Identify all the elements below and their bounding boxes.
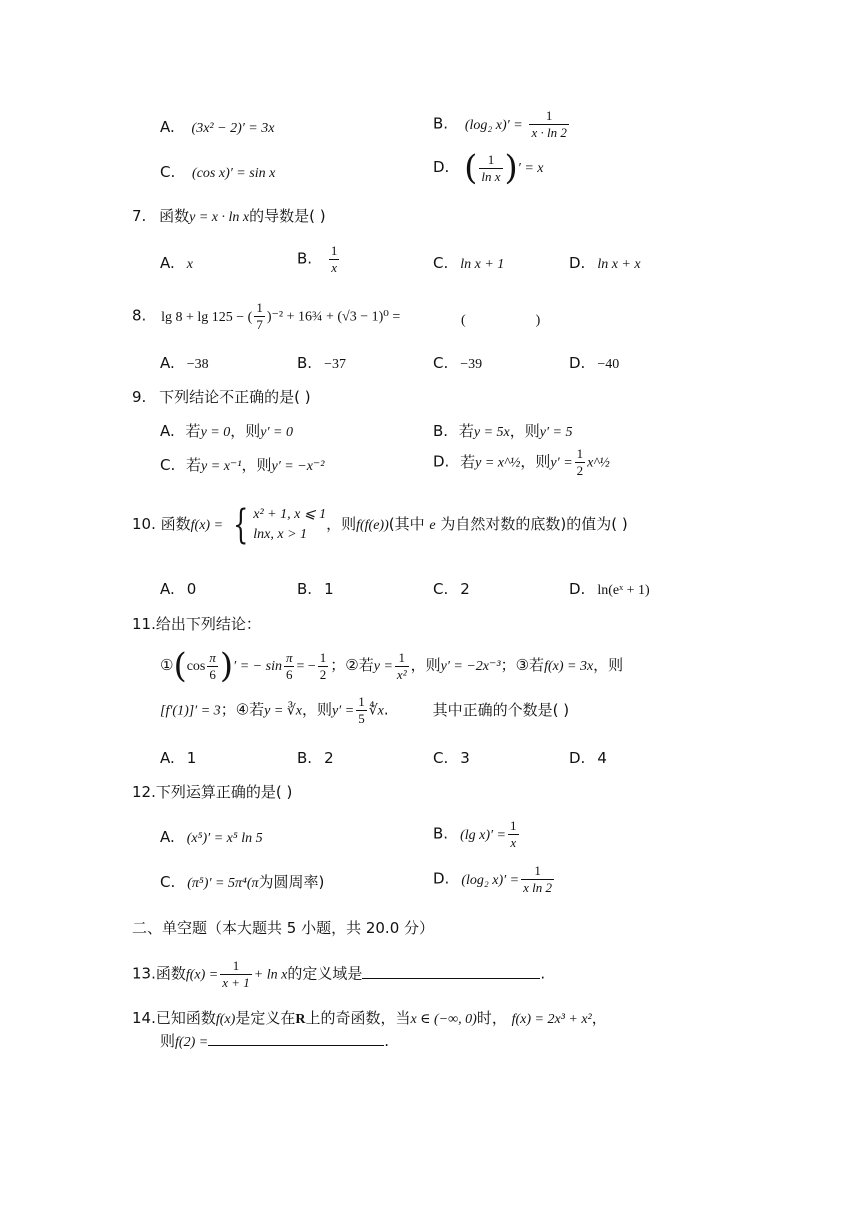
q7-option-b: B. $\frac{1}{x}$ bbox=[297, 243, 338, 275]
question-14-line-2: 则f(2) = . bbox=[160, 1032, 389, 1050]
math-expression: (cos x)′ = sin x bbox=[192, 166, 276, 181]
piecewise-cases: x² + 1, x ⩽ 1 lnx, x > 1 bbox=[253, 507, 327, 542]
math-expression: lg 8 + lg 125 − ( bbox=[161, 309, 253, 325]
question-12: 12.下列运算正确的是( ) bbox=[132, 783, 293, 801]
question-number: 7. bbox=[132, 207, 147, 225]
q9-option-a: A. 若y = 0，则y′ = 0 bbox=[160, 422, 293, 440]
q9-option-d: D. 若y = x^½，则y′ = $\frac{1}{2}$ x^½ bbox=[433, 446, 610, 478]
q12-option-d: D. (log₂ x)′ = $\frac{1}{\text{x ln 2}}$ bbox=[433, 863, 553, 895]
fraction: $\frac{1}{x \cdot \ln 2}$ bbox=[531, 108, 567, 140]
fraction: $\frac{1}{7}$ bbox=[256, 300, 263, 332]
q11-option-a: A. 1 bbox=[160, 749, 197, 767]
answer-blank[interactable] bbox=[208, 1031, 384, 1046]
section-title: 二、单空题（本大题共 5 小题，共 20.0 分） bbox=[132, 919, 435, 937]
q9-option-b: B. 若y = 5x，则y′ = 5 bbox=[433, 422, 573, 440]
q8-option-a: A. −38 bbox=[160, 354, 209, 372]
q11-line-1: ①(cos $\frac{\pi}{6}$ )′ = − sin $\frac{\pi}{6}$ = − $\frac{1}{2}$ ；②若y = $\frac{1}{\text{x²}}$ ，则y′ = −2x⁻³；③若f(x) = 3x，则 bbox=[160, 646, 624, 686]
question-number: 8. bbox=[132, 306, 147, 325]
q11-line-2: [f′(1)]′ = 3；④若y = ∛x，则y′ = $\frac{1}{5}$ ∜x. 其中正确的个数是( ) bbox=[160, 694, 570, 726]
option-label: C. bbox=[160, 163, 176, 181]
fraction: $\frac{1}{2}$ bbox=[576, 446, 584, 478]
q7-option-c: C. ln x + 1 bbox=[433, 254, 505, 272]
q10-option-d: D. ln(eˣ + 1) bbox=[569, 580, 650, 598]
fraction: $\frac{1}{\text{ln x}}$ bbox=[481, 151, 501, 184]
question-14: 14.已知函数f(x)是定义在R上的奇函数，当x ∈ (−∞, 0)时， f(x) = 2x³ + x²， bbox=[132, 1009, 607, 1027]
math-expression: y = x · ln x bbox=[189, 210, 250, 225]
q11-option-c: C. 3 bbox=[433, 749, 470, 767]
question-number: 13. bbox=[132, 964, 156, 983]
q6-option-d: D. ( $\frac{1}{\text{ln x}}$ )′ = x bbox=[433, 148, 544, 188]
question-10: 10. 函数f(x) = { x² + 1, x ⩽ 1 lnx, x > 1 ，则f(f(e))(其中 e 为自然对数的底数)的值为( ) bbox=[132, 502, 628, 548]
q9-option-c: C. 若y = x⁻¹，则y′ = −x⁻² bbox=[160, 456, 325, 474]
math-expression: (log₂ x)′ = bbox=[464, 117, 523, 133]
q7-option-d: D. ln x + x bbox=[569, 254, 641, 272]
q11-option-b: B. 2 bbox=[297, 749, 334, 767]
brace-icon: { bbox=[232, 502, 249, 548]
question-11: 11.给出下列结论： bbox=[132, 615, 261, 633]
answer-blank[interactable] bbox=[362, 964, 540, 979]
question-7: 7. 函数y = x · ln x的导数是( ) bbox=[132, 207, 326, 225]
q11-option-d: D. 4 bbox=[569, 749, 607, 767]
answer-paren: ( ) bbox=[461, 313, 541, 328]
q12-option-b: B. (lg x)′ = $\frac{1}{x}$ bbox=[433, 818, 517, 850]
q8-option-c: C. −39 bbox=[433, 354, 483, 372]
q12-option-c: C. (π⁵)′ = 5π⁴(π为圆周率) bbox=[160, 873, 325, 891]
option-label: D. bbox=[433, 158, 450, 176]
question-number: 14. bbox=[132, 1009, 156, 1027]
q10-option-b: B. 1 bbox=[297, 580, 334, 598]
q12-option-a: A. (x⁵)′ = x⁵ ln 5 bbox=[160, 828, 263, 846]
q6-option-c bbox=[160, 162, 275, 184]
question-13: 13.函数f(x) = $\frac{1}{x + 1}$ + ln x的定义域是 . bbox=[132, 958, 546, 990]
q6-option-b bbox=[433, 108, 571, 141]
q8-option-b: B. −37 bbox=[297, 354, 346, 372]
q10-option-c: C. 2 bbox=[433, 580, 470, 598]
q10-option-a: A. 0 bbox=[160, 580, 197, 598]
q6-option-a bbox=[160, 117, 274, 139]
q8-option-d: D. −40 bbox=[569, 354, 620, 372]
question-9: 9. 下列结论不正确的是( ) bbox=[132, 388, 311, 406]
q7-option-a: A. x bbox=[160, 254, 193, 272]
math-expression: ′ = x bbox=[517, 161, 544, 176]
question-number: 11. bbox=[132, 615, 156, 633]
fraction: $\frac{1}{x}$ bbox=[330, 243, 338, 275]
question-number: 10. bbox=[132, 515, 156, 533]
question-8: 8. lg 8 + lg 125 − ( $\frac{1}{7}$ )⁻² + 16¾ + (√3 − 1)⁰ = bbox=[132, 300, 401, 332]
option-label: B. bbox=[433, 114, 449, 133]
option-label: A. bbox=[160, 118, 175, 136]
question-number: 9. bbox=[132, 388, 147, 406]
math-expression: (3x² − 2)′ = 3x bbox=[191, 121, 275, 136]
question-number: 12. bbox=[132, 783, 156, 801]
